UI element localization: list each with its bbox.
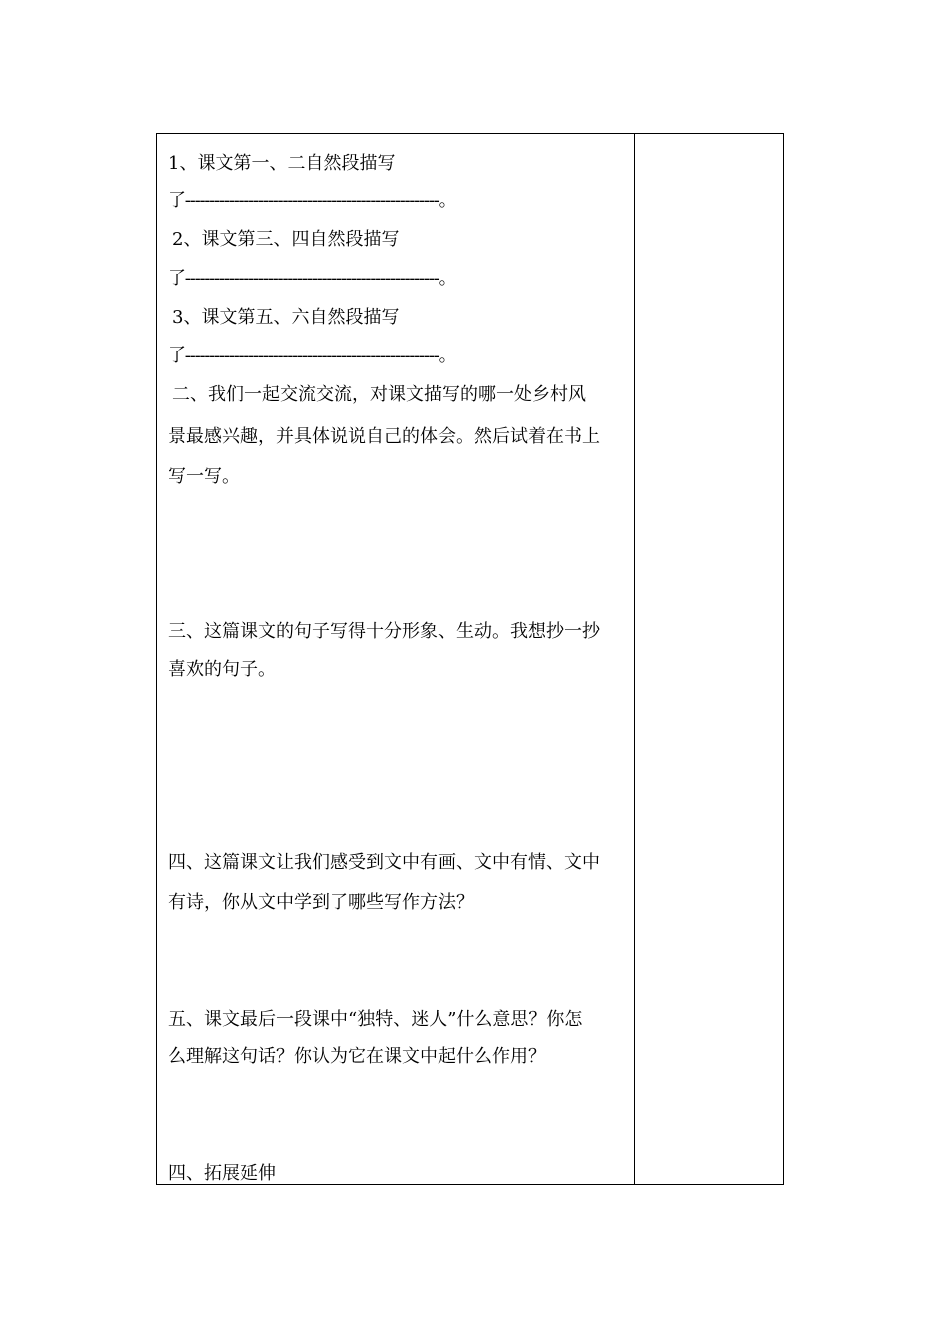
question-3-blank[interactable]: 了----------------------------------------------------。 bbox=[168, 345, 457, 366]
question-2-blank[interactable]: 了----------------------------------------------------。 bbox=[168, 268, 457, 289]
section-two-line-2: 景最感兴趣，并具体说说自己的体会。然后试着在书上 bbox=[168, 426, 600, 447]
question-3-prompt: 3、课文第五、六自然段描写 bbox=[172, 307, 400, 328]
question-2-prompt: 2、课文第三、四自然段描写 bbox=[172, 229, 400, 250]
section-two-line-3: 写一写。 bbox=[168, 466, 240, 487]
section-four-line-2: 有诗，你从文中学到了哪些写作方法？ bbox=[168, 892, 474, 913]
section-three-line-1: 三、这篇课文的句子写得十分形象、生动。我想抄一抄 bbox=[168, 621, 600, 642]
extension-heading: 四、拓展延伸 bbox=[168, 1163, 276, 1184]
section-two-line-1: 二、我们一起交流交流，对课文描写的哪一处乡村风 bbox=[172, 384, 586, 405]
section-five-line-2: 么理解这句话？你认为它在课文中起什么作用？ bbox=[168, 1046, 546, 1067]
question-1-blank[interactable]: 了----------------------------------------------------。 bbox=[168, 190, 457, 211]
section-four-line-1: 四、这篇课文让我们感受到文中有画、文中有情、文中 bbox=[168, 852, 600, 873]
section-three-line-2: 喜欢的句子。 bbox=[168, 659, 276, 680]
column-divider bbox=[634, 133, 635, 1185]
section-five-line-1: 五、课文最后一段课中“独特、迷人”什么意思？你怎 bbox=[168, 1009, 583, 1030]
question-1-prompt: 1、课文第一、二自然段描写 bbox=[168, 153, 396, 174]
